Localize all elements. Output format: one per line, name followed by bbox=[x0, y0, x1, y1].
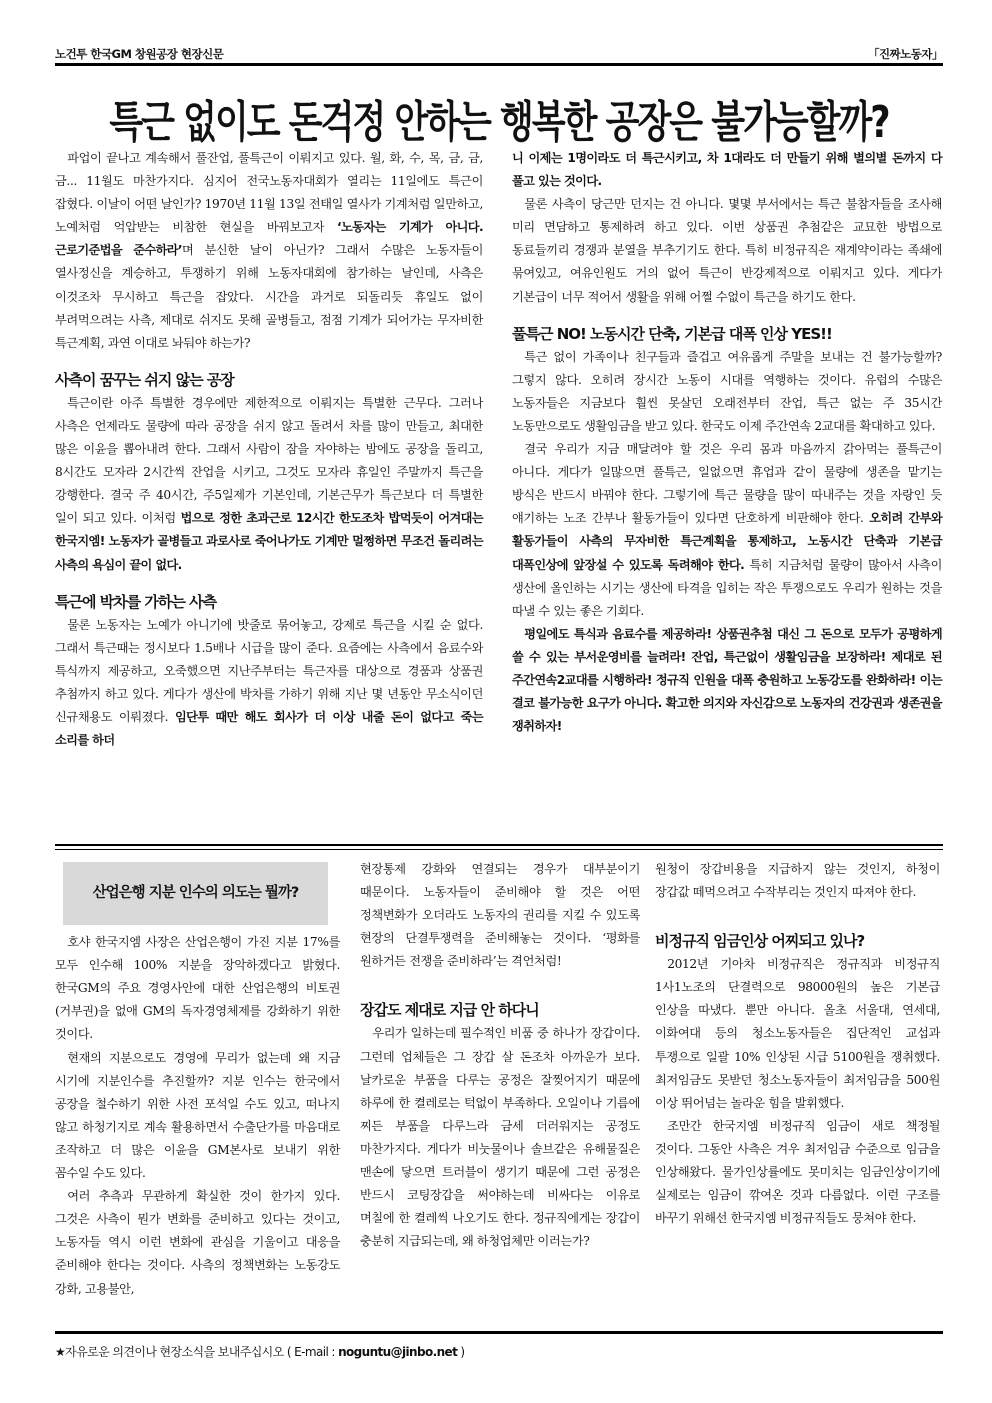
contact-email[interactable]: noguntu@jinbo.net bbox=[338, 1345, 458, 1359]
stick-paragraph: 물론 사측이 당근만 던지는 건 아니다. 몇몇 부서에서는 특근 불참자들을 조사해 미리 면담하고 통제하려 하고 있다. 이번 상품권 추첨같은 교묘한 방법으로 동료들끼리 경쟁과 분열을 부추기기도 한다. 특히 비정규직은 재계약이라는 족쇄에 묶여있고, 여유인원도 거의 없어 특근이 반강제적으로 이뤄지고 있다. 게다가 기본급이 너무 적어서 생활을 위해 어쩔 수없이 특근을 하기도 한다. bbox=[512, 197, 942, 304]
intro-quote: ‘노동자는 기계가 아니다. 근로기준법을 준수하라’ bbox=[55, 220, 483, 258]
section2-bold: 임단투 때만 해도 회사가 더 이상 내줄 돈이 없다고 죽는 소리를 하더 bbox=[55, 709, 483, 748]
demands-paragraph bbox=[512, 623, 942, 738]
newsletter-title: 「진짜노동자」 bbox=[867, 47, 943, 61]
section3-paragraph-2 bbox=[512, 438, 942, 623]
section3-paragraph-1: 특근 없이 가족이나 친구들과 즐겁고 여유롭게 주말을 보내는 건 불가능할까? 그렇지 않다. 오히려 장시간 노동이 시대를 역행하는 것이다. 유럽의 수많은 노동자들은 지금보다 훨씬 못살던 오래전부터 잔업, 특근 없는 주 35시간 노동만으로도 생활임금을 받고 있다. 한국도 이제 주간연속 2교대를 확대하고 있다. bbox=[512, 349, 942, 433]
section3-text-a: 결국 우리가 지금 매달려야 할 것은 우리 몸과 마음까지 갉아먹는 풀특근이 아니다. 게다가 일많으면 풀특근, 일없으면 휴업과 같이 물량에 생존을 맡기는 방식은 반드시 바꿔야 한다. 그렇기에 특근 물량을 많이 따내주는 것을 자랑인 듯 얘기하는 노조 간부나 활동가들이 있다면 단호하게 비판해야 한다. bbox=[512, 442, 942, 526]
main-article-left-column bbox=[55, 147, 483, 752]
boxed-section-title: 산업은행 지분 인수의 의도는 뭘까? bbox=[63, 862, 328, 925]
main-article-right-column bbox=[512, 147, 942, 738]
section3-text-b: 특히 지금처럼 물량이 많아서 사측이 생산에 올인하는 시기는 생산에 타격을 입히는 작은 투쟁으로도 우리가 원하는 것을 따낼 수 있는 좋은 기회다. bbox=[512, 557, 942, 618]
section1-bold: 법으로 정한 초과근로 12시간 한도조차 밥먹듯이 어겨대는 한국지엠! 노동자가 골병들고 과로사로 죽어나가도 기계만 멀쩡하면 무조건 돌리려는 사측의 욕심이 끝이 없다. bbox=[55, 511, 483, 572]
col2-paragraph-1: 우리가 일하는데 필수적인 비품 중 하나가 장갑이다. 그런데 업체들은 그 장갑 살 돈조차 아까운가 보다. 날카로운 부품을 다루는 공정은 잘찢어지기 때문에 하루에 한 켤레로는 턱없이 부족하다. 오일이나 기름에 찌든 부품을 다루느라 금세 더러워지는 공정도 마찬가지다. 게다가 비눗물이나 솔브같은 유해물질은 맨손에 닿으면 트러블이 생기기 때문에 그런 공정은 반드시 코팅장갑을 써야하는데 비싸다는 이유로 며칠에 한 켤레씩 나오기도 한다. 정규직에게는 장갑이 충분히 지급되는데, 왜 하청업체만 이러는가? bbox=[360, 1026, 640, 1249]
publication-name: 노건투 한국GM 창원공장 현장신문 bbox=[55, 47, 224, 61]
col3-continued: 원청이 장갑비용을 지급하지 않는 것인지, 하청이 장갑값 떼먹으려고 수작부리는 것인지 따져야 한다. bbox=[655, 862, 940, 900]
wage-section-title: 비정규직 임금인상 어찌되고 있나? bbox=[655, 932, 865, 951]
section-title-2: 특근에 박차를 가하는 사측 bbox=[55, 592, 217, 611]
intro-text-1: 파업이 끝나고 계속해서 풀잔업, 풀특근이 이뤄지고 있다. 월, 화, 수, 목, 금, 금, 금... 11월도 마찬가지다. 심지어 전국노동자대회가 열리는 11일에도 특근이 잡혔다. 이날이 어떤 날인가? 1970년 11월 13일 전태일 열사가 기계처럼 일만하고, 노예처럼 억압받는 비참한 현실을 바꿔보고자 bbox=[55, 151, 483, 235]
continued-paragraph bbox=[512, 147, 942, 193]
bottom-column-3 bbox=[655, 850, 940, 1230]
col1-paragraph-1: 호샤 한국지엠 사장은 산업은행이 가진 지분 17%를 모두 인수해 100% 지분을 장악하겠다고 밝혔다. 한국GM의 주요 경영사안에 대한 산업은행의 비토권(거부권)을 없애 GM의 독자경영체제를 강화하기 위한 것이다. bbox=[55, 935, 340, 1042]
section2-paragraph bbox=[55, 614, 483, 753]
section-title-1: 사측이 꿈꾸는 쉬지 않는 공장 bbox=[55, 370, 234, 389]
section1-text: 특근이란 아주 특별한 경우에만 제한적으로 이뤄지는 특별한 근무다. 그러나 사측은 언제라도 물량에 따라 공장을 쉬지 않고 돌려서 차를 많이 만들고, 최대한 많은 이윤을 뽑아내려 한다. 그래서 사람이 잠을 자야하는 밤에도 공장을 돌리고, 8시간도 모자라 2시간씩 잔업을 시키고, 그것도 모자라 휴일인 주말까지 특근을 강행한다. 결국 주 40시간, 주5일제가 기본인데, 기본근무가 특근보다 더 특별한 일이 되고 있다. 이처럼 bbox=[55, 395, 483, 526]
header-rule bbox=[55, 63, 943, 66]
section3-bold: 오히려 간부와 활동가들이 사측의 무자비한 특근계획을 통제하고, 노동시간 단축과 기본급 대폭인상에 앞장설 수 있도록 독려해야 한다. bbox=[512, 511, 942, 572]
col1-paragraph-3: 여러 추측과 무관하게 확실한 것이 한가지 있다. 그것은 사측이 뭔가 변화를 준비하고 있다는 것이고, 노동자들 역시 이런 변화에 관심을 기울이고 대응을 준비해야 한다는 것이다. 사측의 정책변화는 노동강도 강화, 고용불안, bbox=[55, 1189, 340, 1296]
star-icon: ★ bbox=[55, 1345, 66, 1359]
continued-bold: 니 이제는 1명이라도 더 특근시키고, 차 1대라도 더 만들기 위해 별의별 돈까지 다 풀고 있는 것이다. bbox=[512, 151, 942, 189]
footer-text: 자유로운 의견이나 현장소식을 보내주십시오 ( E-mail : bbox=[65, 1345, 339, 1359]
section1-paragraph bbox=[55, 392, 483, 577]
footer-rule bbox=[55, 1331, 943, 1334]
section-title-3: 풀특근 NO! 노동시간 단축, 기본급 대폭 인상 YES!! bbox=[512, 324, 832, 343]
footer-close: ) bbox=[457, 1345, 465, 1359]
col1-paragraph-2: 현재의 지분으로도 경영에 무리가 없는데 왜 지금 시기에 지분인수를 추진할까? 지분 인수는 한국에서 공장을 철수하기 위한 사전 포석일 수도 있고, 떠나지 않고 하청기지로 계속 활용하면서 수출단가를 마음대로 조작하고 더 많은 이윤을 GM본사로 보내기 위한 꼼수일 수도 있다. bbox=[55, 1050, 340, 1181]
col3-paragraph-2: 조만간 한국지엠 비정규직 임금이 새로 책정될 것이다. 그동안 사측은 겨우 최저임금 수준으로 임금을 인상해왔다. 물가인상률에도 못미치는 임금인상이기에 실제로는 임금이 깎여온 것과 다름없다. 이런 구조를 바꾸기 위해선 한국지엠 비정규직들도 뭉쳐야 한다. bbox=[655, 1118, 940, 1226]
masthead bbox=[55, 46, 943, 62]
intro-text-2: 며 분신한 날이 아닌가? 그래서 수많은 노동자들이 열사정신을 계승하고, 투쟁하기 위해 노동자대회에 참가하는 날인데, 사측은 이것조차 무시하고 특근을 잡았다. 시간을 과거로 되돌리듯 휴일도 없이 부려먹으려는 사측, 제대로 쉬지도 못해 골병들고, 점점 기계가 되어가는 무자비한 특근계획, 과연 이대로 놔둬야 하는가? bbox=[55, 243, 483, 350]
section2-text: 물론 노동자는 노예가 아니기에 밧줄로 묶어놓고, 강제로 특근을 시킬 순 없다. 그래서 특근때는 정시보다 1.5배나 시급을 많이 준다. 요즘에는 사측에서 음료수와 특식까지 제공하고, 오죽했으면 지난주부터는 특근자를 대상으로 경품과 상품권 추첨까지 하고 있다. 게다가 생산에 박차를 가하기 위해 지난 몇 년동안 무소식이던 신규채용도 이뤄졌다. bbox=[55, 617, 483, 724]
col2-continued: 현장통제 강화와 연결되는 경우가 대부분이기 때문이다. 노동자들이 준비해야 할 것은 어떤 정책변화가 오더라도 노동자의 권리를 지킬 수 있도록 현장의 단결투쟁력을 준비해놓는 것이다. ‘평화를 원하거든 전쟁을 준비하라’는 격언처럼! bbox=[360, 862, 640, 969]
bottom-column-1 bbox=[55, 850, 340, 1301]
footer bbox=[55, 1343, 465, 1360]
gloves-section-title: 장갑도 제대로 지급 안 하다니 bbox=[360, 1001, 539, 1020]
intro-paragraph bbox=[55, 147, 483, 355]
demands-text: 평일에도 특식과 음료수를 제공하라! 상품권추첨 대신 그 돈으로 모두가 공평하게 쓸 수 있는 부서운영비를 늘려라! 잔업, 특근없이 생활임금을 보장하라! 제대로 된 주간연속2교대를 시행하라! 정규직 인원을 대폭 충원하고 노동강도를 완화하라! 이는 결코 불가능한 요구가 아니다. 확고한 의지와 자신감으로 노동자의 건강권과 생존권을 쟁취하자! bbox=[512, 626, 942, 734]
headline: 특근 없이도 돈걱정 안하는 행복한 공장은 불가능할까? bbox=[109, 98, 889, 148]
col3-paragraph-1: 2012년 기아차 비정규직은 정규직과 비정규직 1사1노조의 단결력으로 98000원의 높은 기본급 인상을 따냈다. 뿐만 아니다. 올초 서울대, 연세대, 이화여대 등의 청소노동자들은 집단적인 교섭과 투쟁으로 일괄 10% 인상된 시급 5100원을 쟁취했다. 최저임금도 못받던 청소노동자들이 최저임금을 500원 이상 뛰어넘는 놀라운 힘을 발휘했다. bbox=[655, 957, 940, 1110]
bottom-column-2 bbox=[360, 850, 640, 1253]
